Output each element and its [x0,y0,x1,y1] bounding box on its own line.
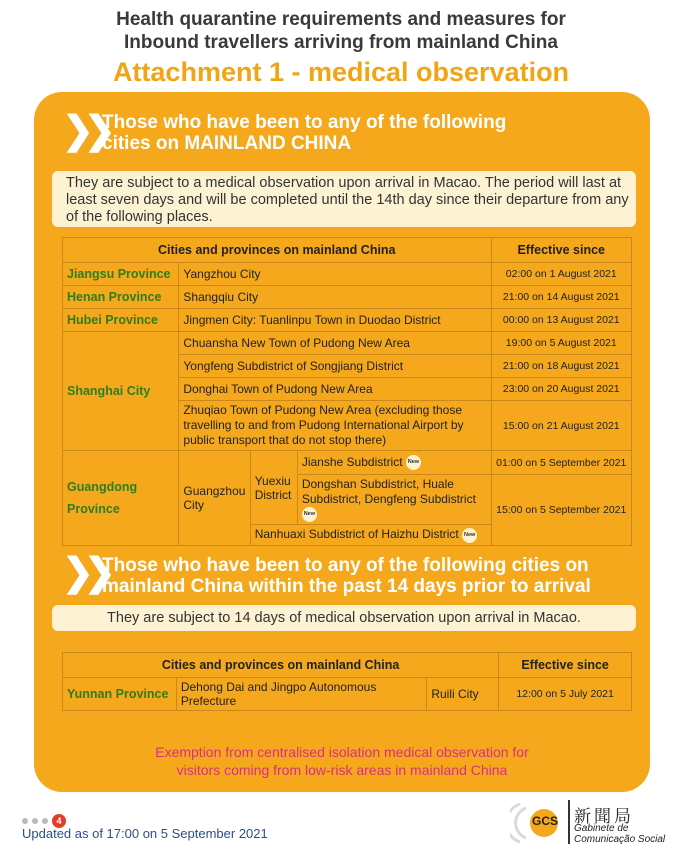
place-text: Nanhuaxi Subdistrict of Haizhu District [254,527,459,542]
col-header-cities: Cities and provinces on mainland China [63,238,492,263]
new-badge: New [462,528,477,543]
logo-portuguese-name [574,823,665,845]
logo-chinese-name: 新聞局 [574,807,634,826]
place-cell: Chuansha New Town of Pudong New Area [179,332,491,355]
place-cell: Jingmen City: Tuanlinpu Town in Duodao District [179,309,491,332]
effective-cell: 02:00 on 1 August 2021 [491,263,632,286]
section2-table [62,652,632,711]
place-text: Dongshan Subdistrict, Huale Subdistrict, Dengfeng Subdistrict [301,477,476,506]
section1-heading-line1: Those who have been to any of the following [102,112,507,133]
province-cell: Hubei Province [63,309,179,332]
page-dot[interactable] [22,818,28,824]
effective-cell: 21:00 on 18 August 2021 [491,355,632,378]
place-cell: Yongfeng Subdistrict of Songjiang District [179,355,491,378]
province-cell: Henan Province [63,286,179,309]
prefecture-cell: Dehong Dai and Jingpo Autonomous Prefecture [176,678,426,711]
double-chevron-icon: ❯❯ [62,110,106,152]
logo-pt-line1: Gabinete de [574,823,629,834]
exemption-line1: Exemption from centralised isolation medical observation for [155,744,529,760]
district-cell: Yuexiu District [250,451,297,525]
table-row [63,451,632,475]
current-page-badge[interactable]: 4 [52,814,66,828]
place-cell: Shangqiu City [179,286,491,309]
place-cell [250,525,491,545]
province-cell: Guangdong Province [63,451,179,546]
place-cell: Zhuqiao Town of Pudong New Area (excluding those travelling to and from Pudong International Airport by public transport that do not stop there) [179,401,491,451]
double-chevron-icon: ❯❯ [62,552,106,594]
place-cell: Yangzhou City [179,263,491,286]
logo-pt-line2: Comunicação Social [574,834,666,845]
table-row [63,263,632,286]
place-cell [297,475,491,525]
section2-note: They are subject to 14 days of medical observation upon arrival in Macao. [52,605,636,631]
province-cell: Shanghai City [63,332,179,451]
place-cell: Donghai Town of Pudong New Area [179,378,491,401]
gcs-logo-text: GCS [532,814,559,828]
table-row [63,332,632,355]
effective-cell: 15:00 on 21 August 2021 [491,401,632,451]
new-badge: New [406,455,421,470]
exemption-line2: visitors coming from low-risk areas in mainland China [176,762,508,778]
effective-cell: 00:00 on 13 August 2021 [491,309,632,332]
col-header-effective: Effective since [499,653,632,678]
city-cell: Ruili City [427,678,499,711]
table-row [63,286,632,309]
table-row [63,678,632,711]
exemption-link[interactable] [34,743,650,779]
province-cell: Jiangsu Province [63,263,179,286]
effective-cell: 15:00 on 5 September 2021 [491,475,632,546]
place-cell [297,451,491,475]
section1-heading-line2: cities on MAINLAND CHINA [102,133,352,154]
effective-cell: 21:00 on 14 August 2021 [491,286,632,309]
gcs-logo [510,798,680,848]
place-text: Jianshe Subdistrict [301,454,403,469]
page-subtitle: Attachment 1 - medical observation [112,57,570,87]
col-header-effective: Effective since [491,238,632,263]
section1-table [62,237,632,546]
title-line-2: Inbound travellers arriving from mainland China [124,32,558,53]
section2-heading-line1: Those who have been to any of the following cities on [102,555,589,576]
effective-cell: 12:00 on 5 July 2021 [499,678,632,711]
logo-divider [568,800,570,844]
effective-cell: 19:00 on 5 August 2021 [491,332,632,355]
city-cell: Guangzhou City [179,451,250,546]
section1-heading [102,112,506,154]
page-dot[interactable] [32,818,38,824]
page-dot[interactable] [42,818,48,824]
table-row [63,309,632,332]
province-cell: Yunnan Province [63,678,177,711]
effective-cell: 01:00 on 5 September 2021 [491,451,632,475]
new-badge: New [302,507,317,522]
title-line-1: Health quarantine requirements and measures for [116,9,566,30]
section2-heading [102,555,591,597]
updated-timestamp: Updated as of 17:00 on 5 September 2021 [22,826,268,841]
effective-cell: 23:00 on 20 August 2021 [491,378,632,401]
col-header-cities: Cities and provinces on mainland China [63,653,499,678]
section1-note: They are subject to a medical observation upon arrival in Macao. The period will last at least seven days and will be completed until the 14th day since their departure from any of the following places. [52,171,636,227]
section2-heading-line2: mainland China within the past 14 days prior to arrival [102,576,591,597]
